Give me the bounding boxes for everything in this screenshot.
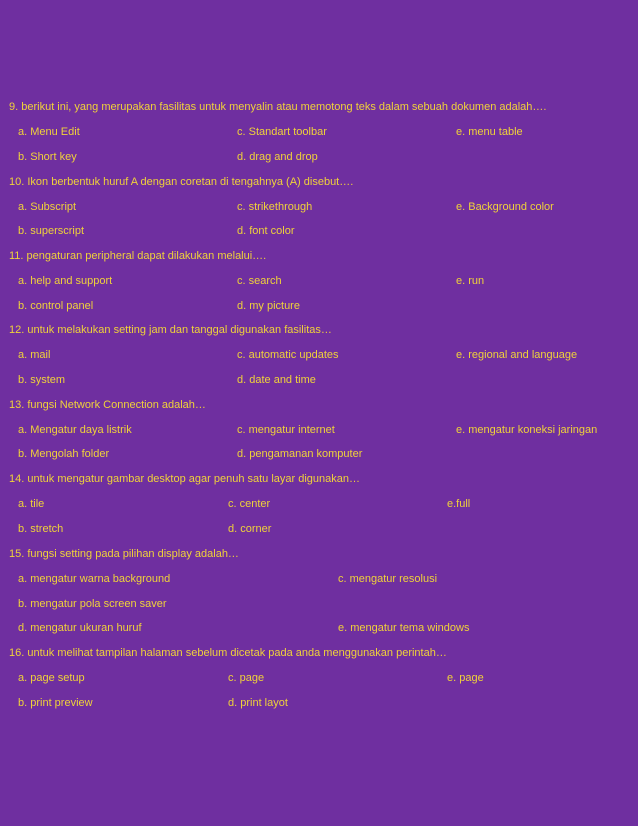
q12-option-a: a. mail (18, 349, 51, 361)
q16-option-d: d. print layot (228, 697, 288, 709)
q9-option-e: e. menu table (456, 126, 523, 138)
q9-option-c: c. Standart toolbar (237, 126, 327, 138)
q15-option-e: e. mengatur tema windows (338, 622, 470, 634)
q11-option-c: c. search (237, 275, 282, 287)
q12-option-c: c. automatic updates (237, 349, 339, 361)
q9-option-a: a. Menu Edit (18, 126, 80, 138)
q13-option-b: b. Mengolah folder (18, 448, 110, 460)
q13-option-a: a. Mengatur daya listrik (18, 424, 132, 436)
question-15: 15. fungsi setting pada pilihan display adalah… (9, 548, 239, 560)
q14-option-b: b. stretch (18, 523, 64, 535)
q11-option-d: d. my picture (237, 300, 300, 312)
q15-option-b: b. mengatur pola screen saver (18, 598, 167, 610)
q13-option-e: e. mengatur koneksi jaringan (456, 424, 598, 436)
q16-option-c: c. page (228, 672, 265, 684)
q14-option-d: d. corner (228, 523, 272, 535)
q10-option-c: c. strikethrough (237, 201, 313, 213)
q13-option-d: d. pengamanan komputer (237, 448, 363, 460)
q9-option-d: d. drag and drop (237, 151, 318, 163)
question-11: 11. pengaturan peripheral dapat dilakukan melalui…. (9, 250, 267, 262)
question-12: 12. untuk melakukan setting jam dan tanggal digunakan fasilitas… (9, 324, 332, 336)
q12-option-b: b. system (18, 374, 66, 386)
q15-option-c: c. mengatur resolusi (338, 573, 438, 585)
q11-option-a: a. help and support (18, 275, 113, 287)
q16-option-a: a. page setup (18, 672, 85, 684)
q10-option-a: a. Subscript (18, 201, 77, 213)
q15-option-d: d. mengatur ukuran huruf (18, 622, 142, 634)
q10-option-e: e. Background color (456, 201, 554, 213)
q14-option-c: c. center (228, 498, 271, 510)
q12-option-d: d. date and time (237, 374, 316, 386)
q10-option-d: d. font color (237, 225, 295, 237)
q9-option-b: b. Short key (18, 151, 77, 163)
q11-option-b: b. control panel (18, 300, 94, 312)
q14-option-a: a. tile (18, 498, 45, 510)
q16-option-b: b. print preview (18, 697, 93, 709)
question-14: 14. untuk mengatur gambar desktop agar penuh satu layar digunakan… (9, 473, 361, 485)
q12-option-e: e. regional and language (456, 349, 578, 361)
q15-option-a: a. mengatur warna background (18, 573, 171, 585)
q10-option-b: b. superscript (18, 225, 85, 237)
q13-option-c: c. mengatur internet (237, 424, 335, 436)
question-13: 13. fungsi Network Connection adalah… (9, 399, 206, 411)
question-16: 16. untuk melihat tampilan halaman sebelum dicetak pada anda menggunakan perintah… (9, 647, 447, 659)
q16-option-e: e. page (447, 672, 484, 684)
q14-option-e: e.full (447, 498, 471, 510)
q11-option-e: e. run (456, 275, 485, 287)
question-10: 10. Ikon berbentuk huruf A dengan coretan di tengahnya (A) disebut…. (9, 176, 354, 188)
question-9: 9. berikut ini, yang merupakan fasilitas untuk menyalin atau memotong teks dalam sebuah dokumen adalah…. (9, 101, 547, 113)
